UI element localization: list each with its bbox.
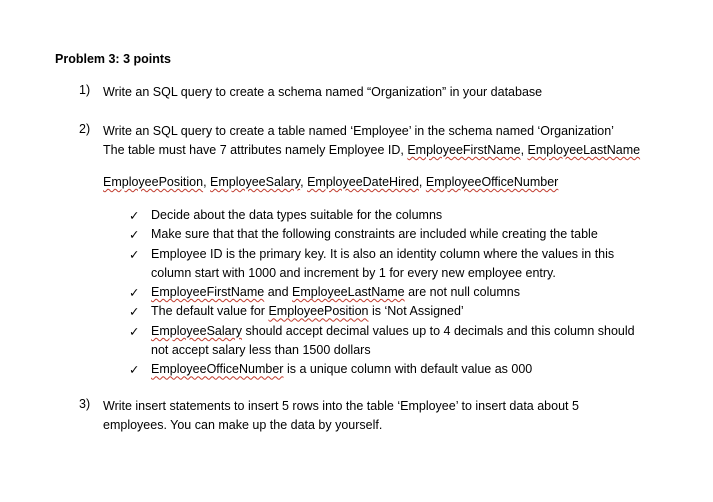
question-3-line-2: employees. You can make up the data by yourself. [103,418,383,432]
question-2-line-2-prefix: The table must have 7 attributes namely Employee ID, [103,143,408,157]
checkmark-icon: ✓ [129,208,140,223]
attr-office-number: EmployeeOfficeNumber [425,175,559,189]
attr-salary: EmployeeSalary [210,175,301,189]
bullet-rest: should accept decimal values up to 4 decimals and this column should [242,323,635,338]
bullet-text [151,322,689,341]
question-2-line-1: Write an SQL query to create a table named ‘Employee’ in the schema named ‘Organization’ [103,124,614,138]
list-item [129,302,689,321]
separator: , [418,175,426,189]
list-item [129,283,689,302]
bullet-text-continued: not accept salary less than 1500 dollars [151,343,371,358]
list-item [129,245,689,284]
attr-last-name: EmployeeLastName [527,143,641,157]
question-3-number: 3) [79,397,91,411]
bullet-rest: is ‘Not Assigned’ [368,304,464,319]
checkmark-icon: ✓ [129,246,140,262]
separator: , [520,143,528,157]
separator: , [300,175,308,189]
bullet-rest: are not null columns [404,285,520,300]
list-item [129,360,689,379]
problem-title: Problem 3: 3 points [55,52,171,66]
list-item [129,322,689,361]
field-last-name: EmployeeLastName [292,285,405,300]
attr-position: EmployeePosition [103,175,204,189]
field-position: EmployeePosition [268,304,369,319]
bullet-text: Decide about the data types suitable for the columns [151,208,443,222]
attr-date-hired: EmployeeDateHired [307,175,419,189]
checkmark-icon: ✓ [129,304,140,320]
bullet-text [151,304,464,318]
question-3-line-1: Write insert statements to insert 5 rows into the table ‘Employee’ to insert data about 5 [103,399,579,413]
conjunction: and [264,285,293,300]
question-2-line-2 [103,141,683,160]
list-item [129,225,689,244]
field-office-number: EmployeeOfficeNumber [151,362,284,377]
question-2-line-3 [103,173,683,192]
bullet-text: Make sure that that the following constraints are included while creating the table [151,227,598,242]
checkmark-icon: ✓ [129,285,140,301]
bullet-text [151,285,520,299]
question-1-text: Write an SQL query to create a schema named “Organization” in your database [103,85,543,99]
constraint-list [129,206,689,380]
checkmark-icon: ✓ [129,227,140,243]
bullet-rest: is a unique column with default value as 000 [283,362,533,377]
attr-first-name: EmployeeFirstName [407,143,521,157]
bullet-prefix: The default value for [151,304,269,319]
bullet-text: Employee ID is the primary key. It is also an identity column where the values in this [151,246,615,261]
field-salary: EmployeeSalary [151,323,243,338]
list-item [129,206,689,225]
question-1-number: 1) [79,83,91,97]
checkmark-icon: ✓ [129,323,140,339]
question-2-number: 2) [79,122,91,136]
checkmark-icon: ✓ [129,362,140,378]
field-first-name: EmployeeFirstName [151,285,265,300]
separator: , [203,175,211,189]
bullet-text-continued: column start with 1000 and increment by 1 for every new employee entry. [151,265,556,280]
bullet-text [151,362,532,376]
